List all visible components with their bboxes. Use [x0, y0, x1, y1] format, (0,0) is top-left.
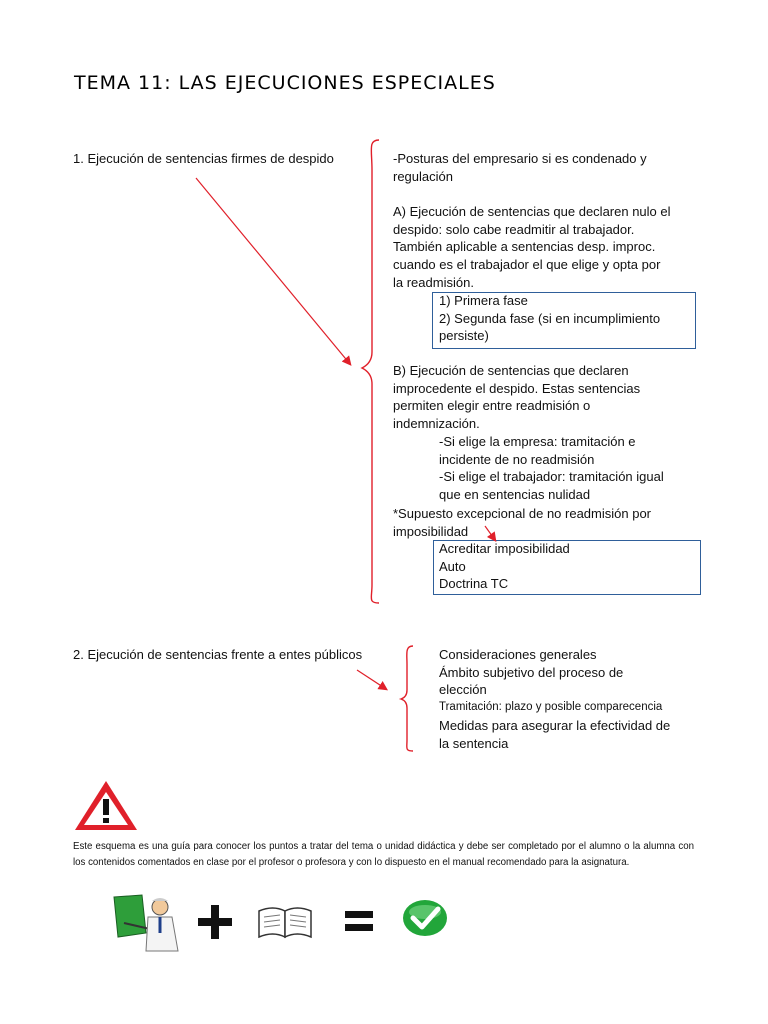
phase-item: 1) Primera fase — [439, 293, 528, 308]
section2-heading: 2. Ejecución de sentencias frente a entes públicos — [73, 647, 363, 662]
intro-line: regulación — [393, 168, 453, 184]
brace-section2 — [401, 646, 413, 751]
part-a-line: despido: solo cabe readmitir al trabajador. — [393, 221, 635, 237]
part-b-line: permiten elegir entre readmisión o — [393, 398, 591, 414]
exception-line: *Supuesto excepcional de no readmisión por — [393, 506, 652, 521]
option-line: -Si elige el trabajador: tramitación igual — [439, 469, 664, 485]
arrow-heading-to-b — [196, 178, 350, 364]
section2-item: Consideraciones generales — [439, 647, 597, 662]
section2-item: Medidas para asegurar la efectividad de — [439, 717, 671, 733]
section2-item: Ámbito subjetivo del proceso de — [439, 664, 624, 680]
option-line: -Si elige la empresa: tramitación e — [439, 434, 636, 449]
section2-item: la sentencia — [439, 735, 509, 751]
exception-line: imposibilidad — [393, 523, 469, 539]
part-a-line: También aplicable a sentencias desp. improc. — [393, 239, 656, 255]
option-line: que en sentencias nulidad — [439, 487, 591, 503]
checkmark-icon — [401, 898, 449, 938]
teacher-icon — [112, 893, 182, 953]
section2-item: elección — [439, 682, 487, 698]
arrow-section2 — [357, 670, 386, 689]
option-line: incidente de no readmisión — [439, 451, 595, 467]
part-b-line: improcedente el despido. Estas sentencias — [393, 380, 641, 396]
exception-item: Auto — [439, 558, 466, 574]
book-icon — [255, 903, 315, 941]
section1-heading: 1. Ejecución de sentencias firmes de despido — [73, 151, 334, 166]
phase-item: 2) Segunda fase (si en incumplimiento — [439, 310, 661, 326]
part-b-line: B) Ejecución de sentencias que declaren — [393, 363, 629, 378]
plus-icon — [196, 903, 234, 941]
part-a-line: A) Ejecución de sentencias que declaren nulo el — [393, 204, 671, 219]
disclaimer-text: Este esquema es una guía para conocer los puntos a tratar del tema o unidad didáctica y debe ser completado por el alumno o la alumna con los contenidos comentados en clase por el profesor o profesora y con lo dispuesto en el manual recomendado para la asignatura. — [73, 841, 694, 868]
section2-item: Tramitación: plazo y posible comparecencia — [439, 701, 663, 714]
part-a-line: cuando es el trabajador el que elige y opta por — [393, 257, 661, 273]
part-a-line: la readmisión. — [393, 274, 474, 290]
brace-section1 — [362, 140, 379, 603]
part-b-line: indemnización. — [393, 416, 480, 432]
exception-item: Doctrina TC — [439, 576, 509, 592]
exception-item: Acreditar imposibilidad — [439, 541, 570, 556]
page-title: TEMA 11: LAS EJECUCIONES ESPECIALES — [74, 72, 496, 94]
equals-icon — [343, 908, 375, 934]
arrow-to-exception-box — [485, 526, 495, 540]
intro-line: -Posturas del empresario si es condenado y — [393, 151, 647, 166]
phase-item: persiste) — [439, 328, 489, 344]
warning-icon — [72, 778, 140, 833]
